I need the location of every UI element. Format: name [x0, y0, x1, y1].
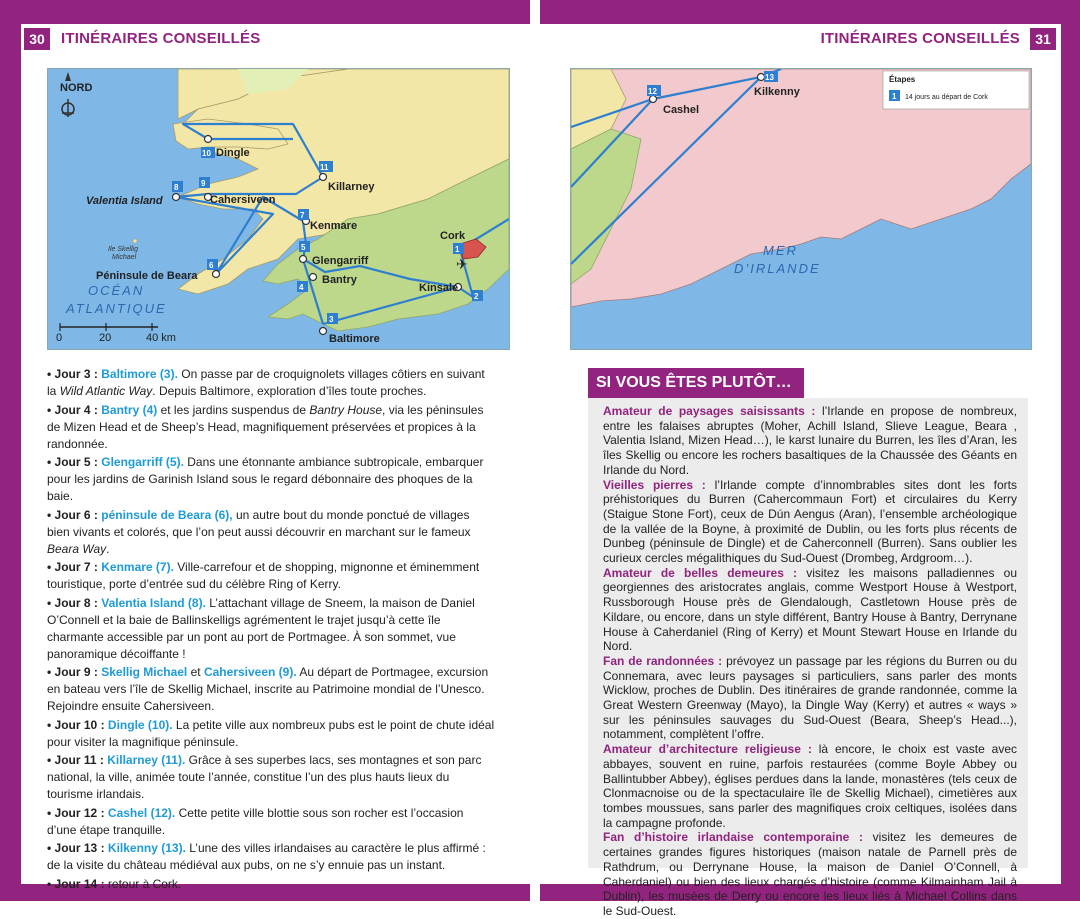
day-text: Au départ de Portmagee, excursion en bateau vers l’île de Skellig Michael, inscrite au Patrimoine mondial de l’Unesco. Rejoindre ensuite Cahersiveen.: [47, 665, 489, 713]
svg-text:20: 20: [99, 332, 112, 344]
plutot-item-text: visitez les maisons palladiennes ou georgiennes des aristocrates anglais, comme Westport House à Westport, Russborough House près de Glendalough, Castletown House près de Kildare, ou encore, dans un style différent, Bantry House à Bantry, Derrynane House à Caherdaniel (Ring of Kerry) et Mount Stewart House en Irlande du Nord.: [603, 565, 1017, 654]
north-label: NORD: [60, 82, 93, 94]
place-beara: Péninsule de Beara: [96, 270, 198, 282]
plutot-item-title: Vieilles pierres :: [603, 477, 706, 492]
plutot-item-text: l’Irlande en propose de nombreux, entre les falaises abruptes (Moher, Achill Island, Slieve League, Beara , Valentia Island, Mizen Head…), le karst lunaire du Burren, les îles d’Aran, les îles Skellig ou encore les rochers basaltiques de la Chaussée des Géants en Irlande du Nord.: [603, 404, 1017, 477]
bullet: •: [47, 665, 55, 679]
place-cork: Cork: [440, 230, 466, 242]
day-label: Jour 8 :: [54, 595, 98, 610]
place-baltimore: Baltimore: [329, 333, 380, 345]
running-title-left: ITINÉRAIRES CONSEILLÉS: [61, 30, 261, 47]
bullet: •: [47, 841, 55, 855]
map-legend: [883, 71, 1029, 109]
day-label: Jour 7 :: [54, 560, 98, 574]
plutot-item-text: là encore, le choix est vaste avec abbayes, souvent en ruine, parfois restaurées (comme Boyle Abbey ou Ballintubber Abbey), églises perdues dans la lande, monastères (tels ceux de Clonmacnoise ou de la spectaculaire île de Skellig Michael), cimetières aux tombes moussues, sans parler des magnifiques croix celtiques, isolées dans la campagne profonde.: [603, 742, 1018, 830]
plutot-item-text: visitez les demeures de certaines grandes figures historiques (maison natale de Parnell près de Rathdrum, ou Derrynane House, la maison de Daniel O’Connell, à Caherdaniel) ou bien des lieux chargés d’histoire (comme Kilmainham Jail à Dublin), les musées de Derry ou encore les lieux liés à Michael Collins dans le Sud-Ouest.: [603, 830, 1017, 918]
plutot-item-text: l’Irlande compte d’innombrables sites dont les forts préhistoriques du Burren (Cahercommaun Fort) et circulaires du Kerry (Staigue Stone Fort), ceux de Dún Aengus (Aran), l’ensemble archéologique de la vallée de la Boyne, à proximité de Dublin, ou les forts plus récents de Dunbeg (péninsule de Dingle) et de Caherconnell (Burren). Sans oublier les curieux cercles mégalithiques du Sud-Ouest (Drombeg, Ardgroom…).: [603, 477, 1017, 566]
day-label: Jour 6 :: [54, 507, 98, 522]
map-southeast-ireland: [570, 68, 1032, 350]
svg-text:40 km: 40 km: [146, 332, 176, 344]
day-text: et les jardins suspendus de: [157, 402, 310, 417]
day-text: Ville-carrefour et de shopping, mignonne et éminemment touristique, porte d’entrée sud du célèbre Ring of Kerry.: [47, 560, 480, 591]
bullet: •: [47, 507, 55, 522]
day-text: On passe par de croquignolets villages côtiers en suivant la: [47, 367, 485, 398]
marker-11: 11: [320, 163, 329, 172]
plutot-item: [603, 742, 1017, 830]
ocean-label-1: OCÉAN: [88, 283, 145, 298]
plutot-item: [603, 654, 1017, 742]
legend-badge: 1: [892, 92, 897, 101]
place-glengarriff: Glengarriff: [312, 255, 369, 267]
day-label: Jour 12 :: [54, 805, 105, 820]
day-place: Killarney (11).: [107, 753, 186, 767]
day-text: un autre bout du monde ponctué de villages bien vivants et colorés, que l’on peut aussi découvrir en marchant sur le fameux: [47, 507, 471, 539]
day-label: Jour 11 :: [54, 753, 104, 767]
day-text: Cette petite ville blottie sous son rocher est l’occasion d’une étape tranquille.: [47, 805, 464, 837]
marker-10: 10: [202, 149, 211, 158]
plutot-item: [603, 404, 1017, 478]
day-label: Jour 5 :: [54, 455, 98, 469]
skellig-label-2: Michael: [112, 254, 137, 261]
day-label: Jour 4 :: [54, 402, 98, 417]
marker-12: 12: [648, 87, 657, 96]
itinerary-day: [47, 752, 495, 803]
marker-7: 7: [300, 211, 305, 220]
plutot-item: [603, 478, 1017, 566]
place-kenmare: Kenmare: [310, 220, 358, 232]
bullet: •: [47, 753, 55, 767]
legend-title: Étapes: [889, 75, 916, 84]
day-text: retour à Cork.: [107, 876, 182, 891]
plutot-text: [603, 404, 1017, 919]
itinerary-day: [47, 559, 495, 593]
itinerary-day: [47, 454, 495, 505]
skellig-label-1: Ile Skellig: [108, 246, 138, 253]
marker-13: 13: [765, 73, 774, 82]
day-label: Jour 9 :: [54, 665, 98, 679]
day-label: Jour 10 :: [54, 717, 105, 732]
day-place: Valentia Island (8).: [101, 595, 206, 610]
place-bantry: Bantry: [322, 274, 357, 286]
legend-text: 14 jours au départ de Cork: [905, 94, 988, 101]
day-text: , via les péninsules de Mizen Head et de Sheep’s Head, magnifiquement préservées et propices à la randonnée.: [47, 402, 484, 451]
itinerary-day: [47, 805, 495, 839]
itinerary-day: [47, 717, 495, 751]
marker-6: 6: [209, 261, 214, 270]
itinerary-day: [47, 595, 495, 663]
svg-text:0: 0: [56, 332, 63, 344]
itinerary-day: [47, 664, 495, 715]
place-valentia: Valentia Island: [86, 195, 163, 207]
day-place: Skellig Michael: [101, 665, 188, 679]
bullet: •: [47, 367, 55, 381]
itinerary-day: [47, 840, 495, 874]
day-emphasis: Beara Way: [47, 541, 107, 556]
plutot-title: SI VOUS ÊTES PLUTÔT…: [588, 368, 804, 398]
bullet: •: [47, 717, 55, 732]
plutot-item-title: Amateur de paysages saisissants :: [603, 404, 816, 418]
svg-text:✈: ✈: [456, 256, 468, 272]
day-text: L’attachant village de Sneem, la maison de Daniel O’Connell et la baie de Ballinskelligs agrémentent le trajet jusqu’à cette île charmante accessible par un pont au port de Portmagee. À son sommet, vue panoramique décoiffante !: [47, 595, 475, 661]
day-place: Bantry (4): [101, 402, 158, 417]
marker-8: 8: [174, 183, 179, 192]
day-place: péninsule de Beara (6),: [101, 507, 233, 522]
plutot-item: [603, 566, 1017, 654]
day-text: Dans une étonnante ambiance subtropicale, embarquer pour les jardins de Garinish Island sous le regard débonnaire des phoques de la baie.: [47, 455, 484, 503]
day-place: Kenmare (7).: [101, 560, 174, 574]
map-southwest-ireland: [47, 68, 510, 350]
bullet: •: [47, 560, 55, 574]
day-label: Jour 13 :: [54, 841, 105, 855]
sea-label-2: D’IRLANDE: [734, 261, 821, 276]
day-emphasis: Wild Atlantic Way: [59, 384, 153, 398]
itinerary-day: [47, 507, 495, 558]
place-kinsale: Kinsale: [419, 282, 459, 294]
day-emphasis: Bantry House: [309, 402, 383, 417]
day-place: Dingle (10).: [107, 717, 173, 732]
place-cashel: Cashel: [663, 104, 700, 116]
bullet: •: [47, 876, 55, 891]
bullet: •: [47, 595, 55, 610]
day-text: . Depuis Baltimore, exploration d’îles toute proches.: [152, 384, 427, 398]
ocean-label-2: ATLANTIQUE: [66, 301, 167, 316]
marker-4: 4: [299, 283, 304, 292]
running-title-right: ITINÉRAIRES CONSEILLÉS: [820, 30, 1020, 47]
itinerary-day: [47, 402, 495, 453]
bullet: •: [47, 455, 55, 469]
itinerary-day: [47, 876, 495, 893]
day-text: et: [187, 665, 204, 679]
plutot-item: [603, 830, 1017, 918]
day-text: Grâce à ses superbes lacs, ses montagnes et son parc national, la ville, animée toute l’année, constitue l’un des plus hauts lieux du tourisme irlandais.: [47, 753, 482, 801]
page-number-right: 31: [1030, 28, 1056, 50]
day-place: Cashel (12).: [107, 805, 176, 820]
day-place: Glengarriff (5).: [101, 455, 184, 469]
place-dingle: Dingle: [216, 147, 250, 159]
page-number-left: 30: [24, 28, 50, 50]
marker-5: 5: [301, 243, 306, 252]
marker-1: 1: [455, 245, 460, 254]
place-cahersiveen: Cahersiveen: [210, 194, 276, 206]
day-place: Cahersiveen (9).: [203, 665, 297, 679]
plutot-item-title: Amateur d’architecture religieuse :: [603, 742, 812, 757]
itinerary-list: [47, 366, 495, 894]
day-text: La petite ville aux nombreux pubs est le point de chute idéal pour visiter la magnifique péninsule.: [47, 717, 495, 749]
itinerary-day: [47, 366, 495, 400]
day-text: L’une des villes irlandaises au caractère le plus affirmé : de la visite du château médiéval aux pubs, on ne s’y ennuie pas un instant.: [47, 841, 486, 872]
bullet: •: [47, 402, 55, 417]
day-place: Baltimore (3).: [101, 367, 178, 381]
plutot-item-title: Fan de randonnées :: [603, 653, 723, 668]
plutot-item-title: Fan d’histoire irlandaise contemporaine :: [603, 830, 863, 845]
place-kilkenny: Kilkenny: [754, 86, 800, 98]
day-label: Jour 14 :: [54, 876, 105, 891]
marker-2: 2: [474, 292, 479, 301]
day-label: Jour 3 :: [54, 367, 98, 381]
marker-3: 3: [329, 315, 334, 324]
marker-9: 9: [201, 179, 206, 188]
day-text: .: [106, 541, 110, 556]
day-place: Kilkenny (13).: [107, 841, 186, 855]
plutot-item-text: prévoyez un passage par les régions du Burren ou du Connemara, avec leurs paysages si particuliers, sans parler des monts Wicklow, proches de Dublin. Des itinéraires de grande randonnée, comme la Great Western Greenway (Mayo), la Dingle Way (Kerry) et autres « ways » sur les péninsules sauvages du Sud-Ouest (Beara, Sheep’s Head...), notamment, complètent l’offre.: [603, 653, 1017, 742]
plutot-item-title: Amateur de belles demeures :: [603, 565, 798, 580]
bullet: •: [47, 805, 55, 820]
sea-label-1: MER: [763, 243, 798, 258]
place-killarney: Killarney: [328, 181, 375, 193]
